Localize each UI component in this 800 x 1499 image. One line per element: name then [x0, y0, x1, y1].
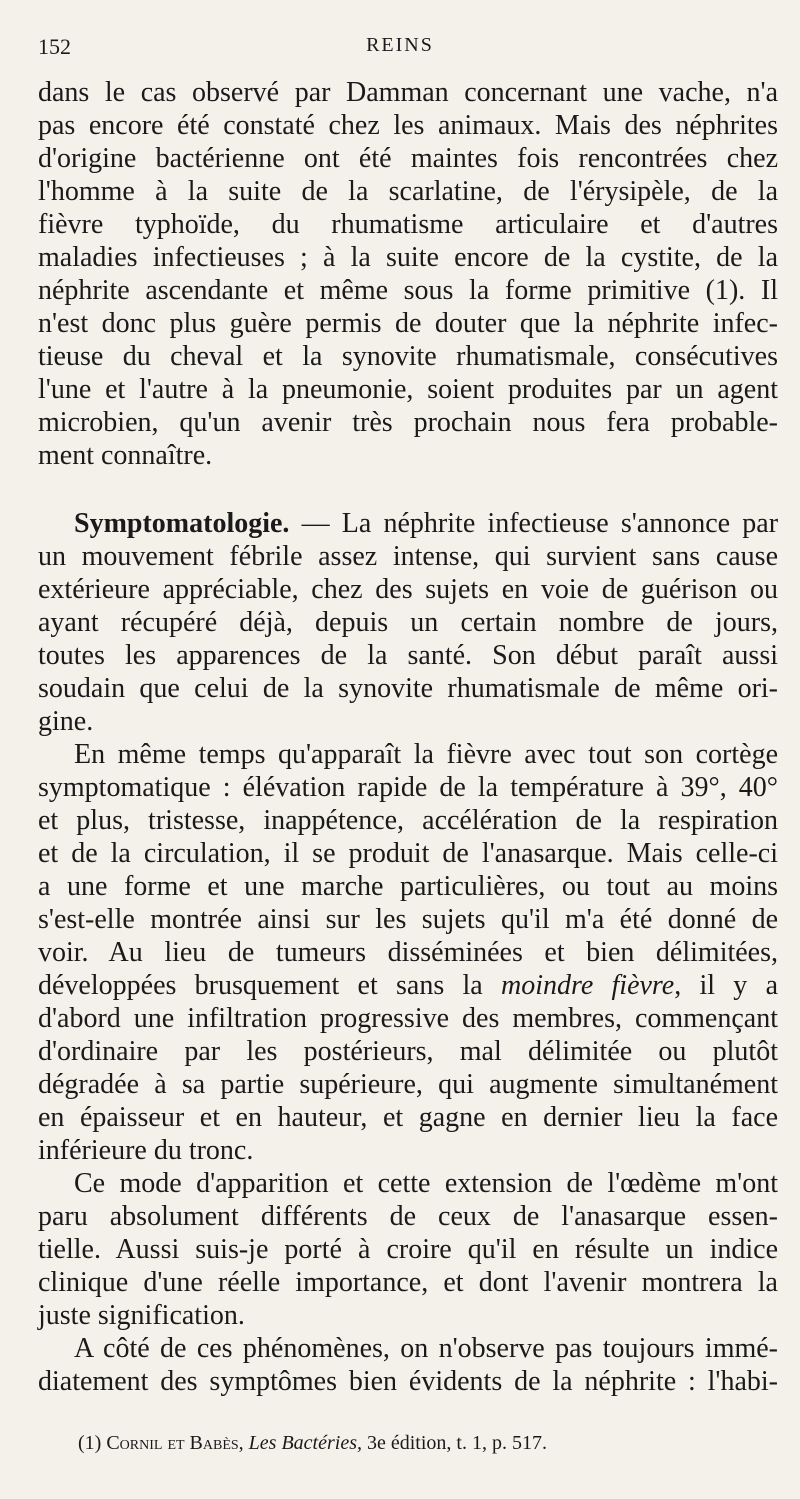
footnote-details: 3e édition, t. 1, p. 517. [366, 1432, 547, 1454]
text-line: et plus, tristesse, inappétence, accélération de la respiration [38, 805, 778, 836]
section-heading: Symptomatologie. [74, 508, 290, 539]
text-line: d'abord une infiltration progressive des membres, commençant [38, 1003, 778, 1034]
text-line: néphrite ascendante et même sous la forme primitive (1). Il [38, 275, 778, 306]
text-line: dégradée à sa partie supérieure, qui augmente simultanément [38, 1069, 778, 1100]
text-line: microbien, qu'un avenir très prochain nous fera probable- [38, 407, 778, 438]
text-line: a une forme et une marche particulières, ou tout au moins [38, 871, 778, 902]
footnote-authors: Cornil et Babès, [106, 1432, 244, 1454]
text-line: soudain que celui de la synovite rhumatismale de même ori- [38, 673, 778, 704]
text-line: En même temps qu'apparaît la fièvre avec tout son cortège [74, 739, 778, 770]
text-line: diatement des symptômes bien évidents de la néphrite : l'habi- [38, 1366, 778, 1397]
text-line: voir. Au lieu de tumeurs disséminées et bien délimitées, [38, 937, 778, 968]
text-line: l'homme à la suite de la scarlatine, de l'érysipèle, de la [38, 176, 778, 207]
footnote-title: Les Bactéries, [248, 1432, 362, 1454]
text-span: — La néphrite infectieuse s'annonce par [301, 508, 779, 539]
text-line: Ce mode d'apparition et cette extension de l'œdème m'ont [74, 1168, 778, 1199]
footnote-marker: (1) [78, 1432, 102, 1454]
text-line: symptomatique : élévation rapide de la température à 39°, 40° [38, 772, 778, 803]
text-line: en épaisseur et en hauteur, et gagne en dernier lieu la face [38, 1102, 778, 1133]
footnote [78, 1430, 778, 1456]
text-line: un mouvement fébrile assez intense, qui survient sans cause [38, 541, 778, 572]
text-line: l'une et l'autre à la pneumonie, soient produites par un agent [38, 374, 778, 405]
text-line: toutes les apparences de la santé. Son début paraît aussi [38, 640, 778, 671]
italic-phrase: moindre fièvre [500, 970, 675, 1001]
text-line: ment connaître. [38, 440, 213, 471]
text-line: paru absolument différents de ceux de l'anasarque essen- [38, 1201, 778, 1232]
text-line: d'origine bactérienne ont été maintes fois rencontrées chez [38, 143, 778, 174]
running-title: REINS [366, 34, 434, 56]
text-line: dans le cas observé par Damman concernant une vache, n'a [38, 77, 778, 108]
text-line: d'ordinaire par les postérieurs, mal délimitée ou plutôt [38, 1036, 778, 1067]
text-line: et de la circulation, il se produit de l'anasarque. Mais celle-ci [38, 838, 778, 869]
text-line: n'est donc plus guère permis de douter que la néphrite infec- [38, 308, 778, 339]
text-line: ayant récupéré déjà, depuis un certain nombre de jours, [38, 607, 778, 638]
section-heading-line [38, 507, 778, 541]
text-span: , il y a [674, 970, 778, 1001]
text-line: maladies infectieuses ; à la suite encore de la cystite, de la [38, 242, 778, 273]
text-span: développées brusquement et sans la [38, 970, 501, 1001]
page-number: 152 [38, 34, 71, 59]
text-line: A côté de ces phénomènes, on n'observe pas toujours immé- [74, 1333, 778, 1364]
running-head [0, 34, 800, 64]
text-line: tieuse du cheval et la synovite rhumatismale, consécutives [38, 341, 778, 372]
text-line: gine. [38, 706, 94, 737]
text-line: extérieure appréciable, chez des sujets en voie de guérison ou [38, 574, 778, 605]
text-line: tielle. Aussi suis-je porté à croire qu'il en résulte un indice [38, 1234, 778, 1265]
text-line: s'est-elle montrée ainsi sur les sujets qu'il m'a été donné de [38, 904, 778, 935]
text-line [38, 969, 778, 1003]
text-line: clinique d'une réelle importance, et dont l'avenir montrera la [38, 1267, 778, 1298]
text-line: pas encore été constaté chez les animaux. Mais des néphrites [38, 110, 778, 141]
text-line: inférieure du tronc. [38, 1135, 254, 1166]
text-line: fièvre typhoïde, du rhumatisme articulaire et d'autres [38, 209, 778, 240]
text-line: juste signification. [38, 1300, 245, 1331]
